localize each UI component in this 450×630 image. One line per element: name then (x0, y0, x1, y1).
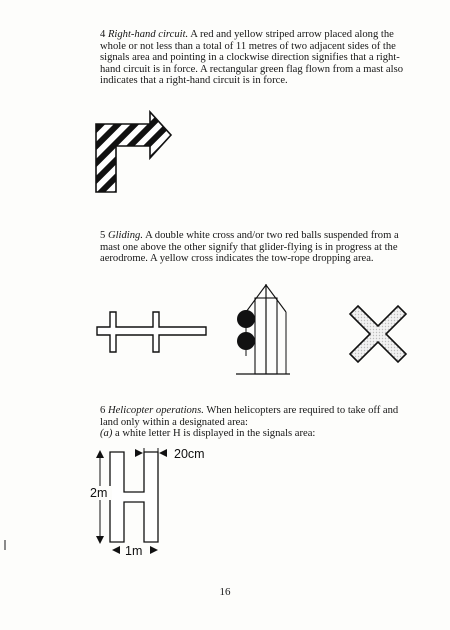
mast-with-two-balls (232, 284, 292, 380)
page-number: 16 (219, 586, 231, 598)
section-title: Right-hand circuit. (107, 29, 189, 40)
section-right-hand-circuit (100, 29, 418, 87)
item-label: (a) (100, 428, 113, 440)
section-body: When helicopters are required to take off and land only within a designated area: (100, 405, 399, 428)
right-arrowhead-icon (135, 449, 143, 457)
section-title: Gliding. (107, 230, 143, 241)
right-hand-circuit-arrow (92, 112, 172, 194)
section-title: Helicopter operations. (107, 405, 204, 416)
section-gliding (100, 230, 418, 265)
item-text: a white letter H is displayed in the signals area: (115, 428, 316, 440)
section-number: 5 (100, 230, 106, 241)
helicopter-h-diagram (88, 446, 228, 558)
section-number: 6 (100, 405, 106, 416)
letter-h-outline (110, 452, 158, 542)
left-arrowhead-icon (112, 546, 120, 554)
up-arrowhead-icon (96, 450, 104, 458)
section-helicopter (100, 405, 418, 440)
scan-edge-mark (4, 540, 6, 550)
section-body: A double white cross and/or two red balls suspended from a mast one above the other signify that glider-flying is in progress at the aerodrome. A yellow cross indicates the tow-rope dropping area. (100, 230, 399, 265)
double-white-cross (96, 310, 208, 354)
right-arrowhead-icon (150, 546, 158, 554)
stroke-width-label: 20cm (174, 447, 205, 461)
width-label: 1m (125, 544, 143, 558)
yellow-cross (348, 304, 408, 364)
left-arrowhead-icon (159, 449, 167, 457)
section-body: A red and yellow striped arrow placed along the whole or not less than a total of 11 metres of two adjacent sides of the signals area and pointing in a clockwise direction signifies that a right-hand circuit is in force. A rectangular green flag flown from a mast also indicates that a right-hand circuit is in force. (100, 29, 403, 87)
list-item (100, 428, 418, 440)
section-number: 4 (100, 29, 106, 40)
height-label: 2m (90, 486, 108, 500)
down-arrowhead-icon (96, 536, 104, 544)
